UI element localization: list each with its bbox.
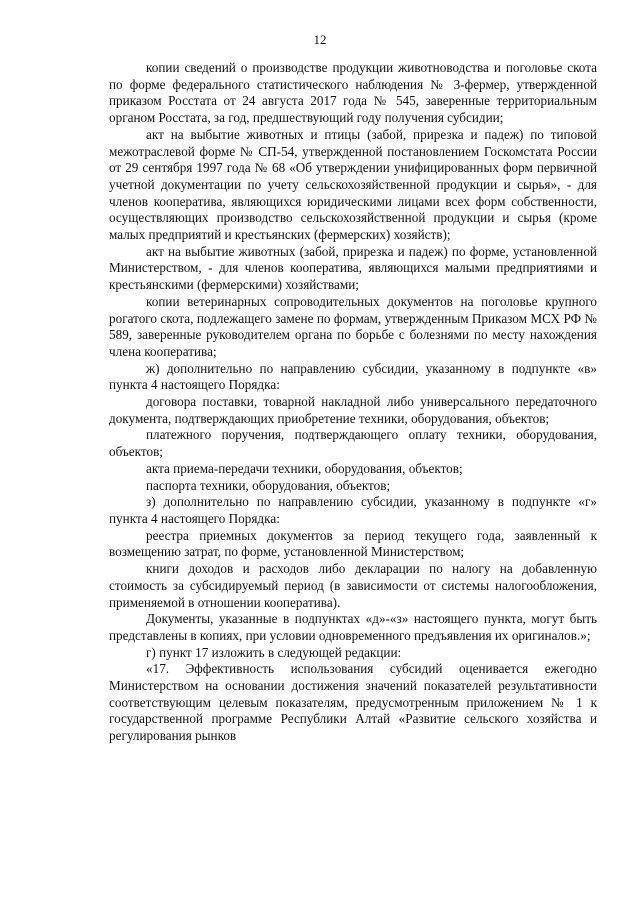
paragraph-equipment-passport: паспорта техники, оборудования, объектов;: [146, 477, 391, 493]
paragraph-receipt-register: реестра приемных документов за период текущего года, заявленный к возмещению затрат, по форме, установленной Министерством;: [109, 527, 597, 560]
paragraph-supply-contract: договора поставки, товарной накладной либо универсального передаточного документа, подтверждающих приобретение техники, оборудования, объектов;: [109, 394, 597, 426]
paragraph-payment-order: платежного поручения, подтверждающего оплату техники, оборудования, объектов;: [109, 427, 597, 460]
document-body: [109, 60, 597, 745]
paragraph-item-17-text: «17. Эффективность использования субсидий оценивается ежегодно Министерством на основании достижения значений показателей результативности соответствующим целевым показателям, предусмотренным приложением № 1 к государственной программе Республики Алтай «Развитие сельского хозяйства и регулирования рынков: [109, 661, 597, 744]
paragraph-veterinary-documents: копии ветеринарных сопроводительных документов на поголовье крупного рогатого скота, подлежащего замене по формам, утвержденным Приказом МСХ РФ № 589, заверенные руководителем органа по борьбе с болезнями по месту нахождения члена кооператива;: [109, 293, 597, 359]
paragraph-rosstat-copies: копии сведений о производстве продукции животноводства и поголовье скота по форме федерального статистического наблюдения № 3-фермер, утвержденной приказом Росстата от 24 августа 2017 года № 545, заверенные территориальным органом Росстата, за год, предшествующий году получения субсидии;: [109, 60, 597, 126]
paragraph-act-ministry-form: акт на выбытие животных (забой, прирезка и падеж) по форме, установленной Министерством, - для членов кооператива, являющихся малыми предприятиями и крестьянскими (фермерскими) хозяйствами;: [109, 243, 597, 293]
paragraph-acceptance-act: акта приема-передачи техники, оборудования, объектов;: [146, 460, 463, 476]
page-number: 12: [313, 32, 327, 47]
paragraph-act-sp54: акт на выбытие животных и птицы (забой, прирезка и падеж) по типовой межотраслевой форме № СП-54, утвержденной постановлением Госкомстата России от 29 сентября 1997 года № 68 «Об утверждении унифицированных форм первичной учетной документации по учету сельскохозяйственной продукции и сырья», - для членов кооператива, являющихся юридическими лицами всех форм собственности, осуществляющих производство сельскохозяйственной продукции и сырья (кроме малых предприятий и крестьянских (фермерских) хозяйств);: [109, 126, 597, 243]
paragraph-documents-copies: Документы, указанные в подпунктах «д»-«з» настоящего пункта, могут быть представлены в копиях, при условии одновременного предъявления их оригиналов.»;: [109, 611, 597, 643]
paragraph-income-book: книги доходов и расходов либо декларации по налогу на добавленную стоимость за субсидируемый период (в зависимости от системы налогообложения, применяемой в отношении кооператива).: [109, 561, 597, 610]
paragraph-subitem-z: з) дополнительно по направлению субсидии, указанному в подпункте «г» пункта 4 настоящего Порядка:: [109, 494, 597, 526]
paragraph-item-17-amendment: г) пункт 17 изложить в следующей редакции:: [146, 644, 402, 660]
paragraph-subitem-zh: ж) дополнительно по направлению субсидии, указанному в подпункте «в» пункта 4 настоящего Порядка:: [109, 360, 597, 393]
